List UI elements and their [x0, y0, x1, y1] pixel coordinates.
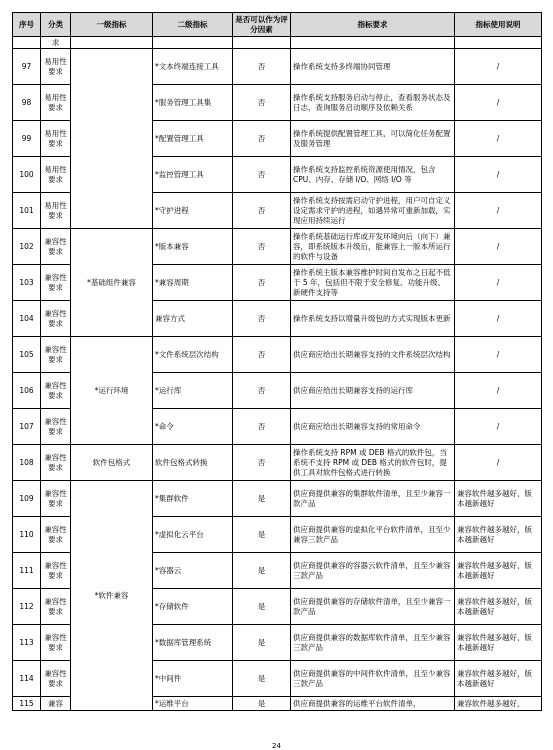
cell-level2: *命令	[153, 409, 233, 445]
cell-no: 113	[13, 625, 41, 661]
table-row	[13, 337, 542, 373]
cell-requirement: 供应商应给出长期兼容支持的常用命令	[291, 409, 455, 445]
header-requirement: 指标要求	[291, 13, 455, 37]
cell-category: 易用性要求	[41, 193, 71, 229]
cell-no: 105	[13, 337, 41, 373]
table-row	[13, 229, 542, 265]
cell-category: 兼容性要求	[41, 625, 71, 661]
cell-no	[13, 37, 41, 49]
header-level1: 一级指标	[71, 13, 153, 37]
cell-no: 98	[13, 85, 41, 121]
cell-note: 兼容软件越多越好，版本越新越好	[455, 481, 542, 517]
cell-level2: *存储软件	[153, 589, 233, 625]
cell-category: 易用性要求	[41, 85, 71, 121]
cell-level1: *运行环境	[71, 337, 153, 445]
cell-eval: 是	[233, 589, 291, 625]
cell-category: 兼容性要求	[41, 301, 71, 337]
cell-category: 兼容性要求	[41, 481, 71, 517]
cell-requirement: 供应商提供兼容的容器云软件清单，且至少兼容三款产品	[291, 553, 455, 589]
cell-note: 兼容软件越多越好，版本越新越好	[455, 661, 542, 697]
header-category: 分类	[41, 13, 71, 37]
cell-eval: 否	[233, 229, 291, 265]
cell-eval	[233, 37, 291, 49]
cell-note: /	[455, 49, 542, 85]
cell-requirement	[291, 37, 455, 49]
cell-eval: 否	[233, 337, 291, 373]
cell-no: 101	[13, 193, 41, 229]
requirements-table	[12, 12, 542, 711]
cell-eval: 否	[233, 373, 291, 409]
cell-no: 100	[13, 157, 41, 193]
cell-requirement: 供应商提供兼容的运维平台软件清单，	[291, 697, 455, 711]
cell-eval: 否	[233, 193, 291, 229]
cell-no: 111	[13, 553, 41, 589]
cell-note: /	[455, 229, 542, 265]
cell-note: 兼容软件越多越好，版本越新越好	[455, 589, 542, 625]
header-eval: 是否可以作为评分因素	[233, 13, 291, 37]
cell-no: 104	[13, 301, 41, 337]
cell-level2: *虚拟化云平台	[153, 517, 233, 553]
cell-requirement: 操作系统支持监控系统资源使用情况，包含 CPU、内存、存储 I/O、网络 I/O 等	[291, 157, 455, 193]
page-number: 24	[272, 742, 281, 750]
cell-category: 求	[41, 37, 71, 49]
cell-requirement: 供应商提供兼容的存储软件清单，且至少兼容一款产品	[291, 589, 455, 625]
cell-no: 106	[13, 373, 41, 409]
cell-requirement: 操作系统支持按需启动守护进程，用户可自定义设定需求守护的进程，如遇异常可重新加载，实现应用持续运行	[291, 193, 455, 229]
cell-level2: *服务管理工具集	[153, 85, 233, 121]
cell-note: 兼容软件越多越好，版本越新越好	[455, 553, 542, 589]
cell-category: 兼容性要求	[41, 553, 71, 589]
cell-category: 兼容性要求	[41, 661, 71, 697]
cell-no: 108	[13, 445, 41, 481]
cell-no: 110	[13, 517, 41, 553]
cell-level2	[153, 37, 233, 49]
cell-category: 兼容性要求	[41, 265, 71, 301]
cell-note: /	[455, 409, 542, 445]
table-header-row	[13, 13, 542, 37]
header-level2: 二级指标	[153, 13, 233, 37]
cell-note: /	[455, 337, 542, 373]
cell-eval: 是	[233, 697, 291, 711]
cell-no: 103	[13, 265, 41, 301]
cell-note: /	[455, 193, 542, 229]
cell-requirement: 操作系统支持服务启动与停止，查看服务状态及日志，查询服务启动顺序及依赖关系	[291, 85, 455, 121]
cell-level1	[71, 37, 153, 49]
cell-eval: 否	[233, 301, 291, 337]
cell-no: 97	[13, 49, 41, 85]
cell-note: /	[455, 265, 542, 301]
cell-note	[455, 37, 542, 49]
cell-note: /	[455, 157, 542, 193]
cell-no: 114	[13, 661, 41, 697]
cell-no: 102	[13, 229, 41, 265]
cell-note: 兼容软件越多越好，版本越新越好	[455, 625, 542, 661]
table-row	[13, 445, 542, 481]
cell-requirement: 操作系统支持多终端协同管理	[291, 49, 455, 85]
cell-no: 107	[13, 409, 41, 445]
header-note: 指标使用说明	[455, 13, 542, 37]
cell-level2: *容器云	[153, 553, 233, 589]
cell-note: 兼容软件越多越好，版本越新越好	[455, 517, 542, 553]
cell-level1: 软件包格式	[71, 445, 153, 481]
cell-note: 兼容软件越多越好，	[455, 697, 542, 711]
cell-eval: 否	[233, 121, 291, 157]
cell-category: 兼容性要求	[41, 409, 71, 445]
cell-level2: *文件系统层次结构	[153, 337, 233, 373]
table-body	[13, 37, 542, 711]
cell-eval: 是	[233, 517, 291, 553]
cell-note: /	[455, 121, 542, 157]
cell-requirement: 供应商应给出长期兼容支持的运行库	[291, 373, 455, 409]
cell-category: 兼容性要求	[41, 229, 71, 265]
cell-level2: *守护进程	[153, 193, 233, 229]
cell-note: /	[455, 445, 542, 481]
cell-level2: *文本终端连接工具	[153, 49, 233, 85]
header-no: 序号	[13, 13, 41, 37]
table-row-partial	[13, 37, 542, 49]
cell-category: 兼容性要求	[41, 589, 71, 625]
cell-level2: *数据库管理系统	[153, 625, 233, 661]
cell-eval: 否	[233, 445, 291, 481]
cell-level1: *软件兼容	[71, 481, 153, 711]
cell-eval: 否	[233, 409, 291, 445]
cell-category: 兼容性要求	[41, 445, 71, 481]
cell-level2: *中间件	[153, 661, 233, 697]
cell-no: 109	[13, 481, 41, 517]
cell-eval: 否	[233, 49, 291, 85]
cell-level1	[71, 49, 153, 229]
cell-no: 112	[13, 589, 41, 625]
cell-level2: *监控管理工具	[153, 157, 233, 193]
cell-requirement: 操作系统主版本兼容维护时间自发布之日起不低于 5 年，包括但不限于安全修复、功能升级、新硬件支持等	[291, 265, 455, 301]
cell-category: 易用性要求	[41, 49, 71, 85]
cell-note: /	[455, 85, 542, 121]
cell-level2: *版本兼容	[153, 229, 233, 265]
cell-requirement: 供应商提供兼容的集群软件清单，且至少兼容一款产品	[291, 481, 455, 517]
cell-requirement: 供应商提供兼容的虚拟化平台软件清单，且至少兼容三款产品	[291, 517, 455, 553]
cell-category: 易用性要求	[41, 157, 71, 193]
cell-note: /	[455, 373, 542, 409]
cell-requirement: 操作系统支持以增量升级包的方式实现版本更新	[291, 301, 455, 337]
cell-level2: *运维平台	[153, 697, 233, 711]
cell-level2: *配置管理工具	[153, 121, 233, 157]
cell-level2: *兼容周期	[153, 265, 233, 301]
cell-requirement: 供应商提供兼容的中间件软件清单，且至少兼容三款产品	[291, 661, 455, 697]
cell-requirement: 操作系统支持 RPM 或 DEB 格式的软件包，当系统不支持 RPM 或 DEB 格式的软件包时，提供工具对软件包格式进行转换	[291, 445, 455, 481]
cell-level2: *集群软件	[153, 481, 233, 517]
cell-requirement: 操作系统基础运行库或开发环境向后（向下）兼容，即系统版本升级后，能兼容上一版本所运行的软件与设备	[291, 229, 455, 265]
cell-category: 兼容性要求	[41, 373, 71, 409]
cell-category: 兼容性要求	[41, 337, 71, 373]
cell-eval: 是	[233, 553, 291, 589]
cell-no: 115	[13, 697, 41, 711]
cell-category: 易用性要求	[41, 121, 71, 157]
table-row	[13, 481, 542, 517]
cell-requirement: 供应商应给出长期兼容支持的文件系统层次结构	[291, 337, 455, 373]
cell-category: 兼容	[41, 697, 71, 711]
cell-eval: 是	[233, 661, 291, 697]
cell-eval: 否	[233, 85, 291, 121]
table-row	[13, 49, 542, 85]
cell-requirement: 操作系统提供配置管理工具，可以简化任务配置及服务管理	[291, 121, 455, 157]
cell-eval: 否	[233, 157, 291, 193]
cell-category: 兼容性要求	[41, 517, 71, 553]
cell-note: /	[455, 301, 542, 337]
cell-no: 99	[13, 121, 41, 157]
cell-eval: 否	[233, 265, 291, 301]
cell-level2: *运行库	[153, 373, 233, 409]
cell-requirement: 供应商提供兼容的数据库软件清单，且至少兼容三款产品	[291, 625, 455, 661]
cell-eval: 是	[233, 625, 291, 661]
cell-level1: *基础组件兼容	[71, 229, 153, 337]
cell-level2: 兼容方式	[153, 301, 233, 337]
cell-level2: 软件包格式转换	[153, 445, 233, 481]
cell-eval: 是	[233, 481, 291, 517]
